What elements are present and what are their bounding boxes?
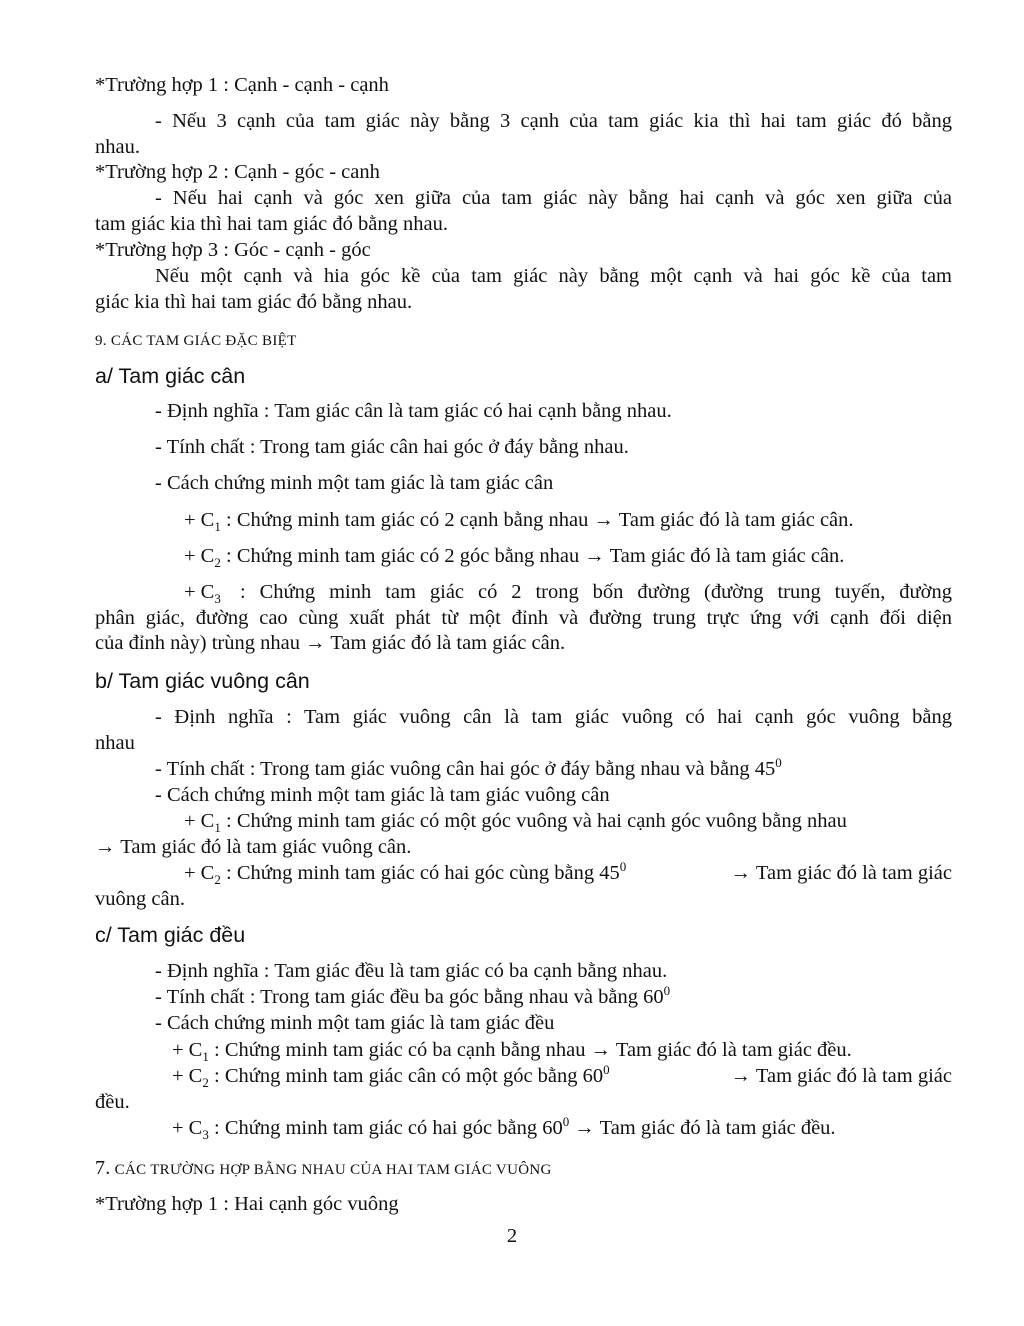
- section-9-heading: 9. CÁC TAM GIÁC ĐẶC BIỆT: [95, 333, 297, 349]
- isosceles-proof-intro: - Cách chứng minh một tam giác là tam giác cân: [155, 472, 554, 494]
- case-1-text: - Nếu 3 cạnh của tam giác này bằng 3 cạnh của tam giác kia thì hai tam giác đó bằng: [155, 110, 952, 132]
- equilateral-definition: - Định nghĩa : Tam giác đều là tam giác có ba cạnh bằng nhau.: [155, 960, 668, 982]
- subsection-b-heading: b/ Tam giác vuông cân: [95, 669, 310, 693]
- section-7-heading: 7. CÁC TRƯỜNG HỢP BẰNG NHAU CỦA HAI TAM GIÁC VUÔNG: [95, 1157, 552, 1179]
- isosceles-c3: + $C_3$ : Chứng minh tam giác có 2 trong bốn đường (đường trung tuyến, đường: [184, 581, 952, 607]
- isosceles-definition: - Định nghĩa : Tam giác cân là tam giác có hai cạnh bằng nhau.: [155, 400, 672, 422]
- equilateral-c2: + $C_2$ : Chứng minh tam giác cân có một góc bằng $60^0$ → Tam giác đó là tam giác: [172, 1062, 952, 1091]
- subsection-c-heading: c/ Tam giác đều: [95, 923, 246, 947]
- equilateral-property: - Tính chất : Trong tam giác đều ba góc bằng nhau và bằng $60^0$: [155, 983, 671, 1008]
- case-2-heading: *Trường hợp 2 : Cạnh - góc - canh: [95, 161, 380, 183]
- right-triangle-case-1-heading: *Trường hợp 1 : Hai cạnh góc vuông: [95, 1193, 399, 1215]
- right-isosceles-c1: + $C_1$ : Chứng minh tam giác có một góc vuông và hai cạnh góc vuông bằng nhau: [184, 810, 847, 836]
- right-isosceles-c2: + $C_2$ : Chứng minh tam giác có hai góc cùng bằng $45^0$ → Tam giác đó là tam giác: [184, 859, 952, 888]
- right-isosceles-definition: - Định nghĩa : Tam giác vuông cân là tam giác vuông có hai cạnh góc vuông bằng: [155, 706, 952, 728]
- right-isosceles-proof-intro: - Cách chứng minh một tam giác là tam giác vuông cân: [155, 784, 610, 806]
- isosceles-c3-end: của đỉnh này) trùng nhau → Tam giác đó là tam giác cân.: [95, 632, 566, 654]
- equilateral-c3: + $C_3$ : Chứng minh tam giác có hai góc bằng $60^0$ → Tam giác đó là tam giác đều.: [172, 1114, 836, 1143]
- case-1-text-cont: nhau.: [95, 136, 140, 158]
- right-isosceles-definition-cont: nhau: [95, 732, 135, 754]
- equilateral-c2-cont: đều.: [95, 1091, 130, 1113]
- subsection-a-heading: a/ Tam giác cân: [95, 364, 246, 388]
- right-isosceles-property: - Tính chất : Trong tam giác vuông cân hai góc ở đáy bằng nhau và bằng $45^0$: [155, 755, 782, 780]
- case-3-text-cont: giác kia thì hai tam giác đó bằng nhau.: [95, 291, 413, 313]
- isosceles-c3-cont: phân giác, đường cao cùng xuất phát từ một đỉnh và đường trung trực ứng với cạnh đối diện: [95, 607, 952, 629]
- isosceles-property: - Tính chất : Trong tam giác cân hai góc ở đáy bằng nhau.: [155, 436, 629, 458]
- right-isosceles-c2-cont: vuông cân.: [95, 888, 185, 910]
- page-number: 2: [506, 1225, 518, 1247]
- case-3-heading: *Trường hợp 3 : Góc - cạnh - góc: [95, 239, 371, 261]
- case-3-text: Nếu một cạnh và hia góc kề của tam giác này bằng một cạnh và hai góc kề của tam: [155, 265, 952, 287]
- isosceles-c1: + $C_1$ : Chứng minh tam giác có 2 cạnh bằng nhau → Tam giác đó là tam giác cân.: [184, 509, 854, 535]
- equilateral-proof-intro: - Cách chứng minh một tam giác là tam giác đều: [155, 1012, 555, 1034]
- right-isosceles-c1-cont: → Tam giác đó là tam giác vuông cân.: [95, 836, 412, 858]
- case-2-text-cont: tam giác kia thì hai tam giác đó bằng nhau.: [95, 213, 448, 235]
- equilateral-c1: + $C_1$ : Chứng minh tam giác có ba cạnh bằng nhau → Tam giác đó là tam giác đều.: [172, 1039, 852, 1065]
- case-1-heading: *Trường hợp 1 : Cạnh - cạnh - cạnh: [95, 74, 389, 96]
- case-2-text: - Nếu hai cạnh và góc xen giữa của tam giác này bằng hai cạnh và góc xen giữa của: [155, 187, 952, 209]
- isosceles-c2: + $C_2$ : Chứng minh tam giác có 2 góc bằng nhau → Tam giác đó là tam giác cân.: [184, 545, 845, 571]
